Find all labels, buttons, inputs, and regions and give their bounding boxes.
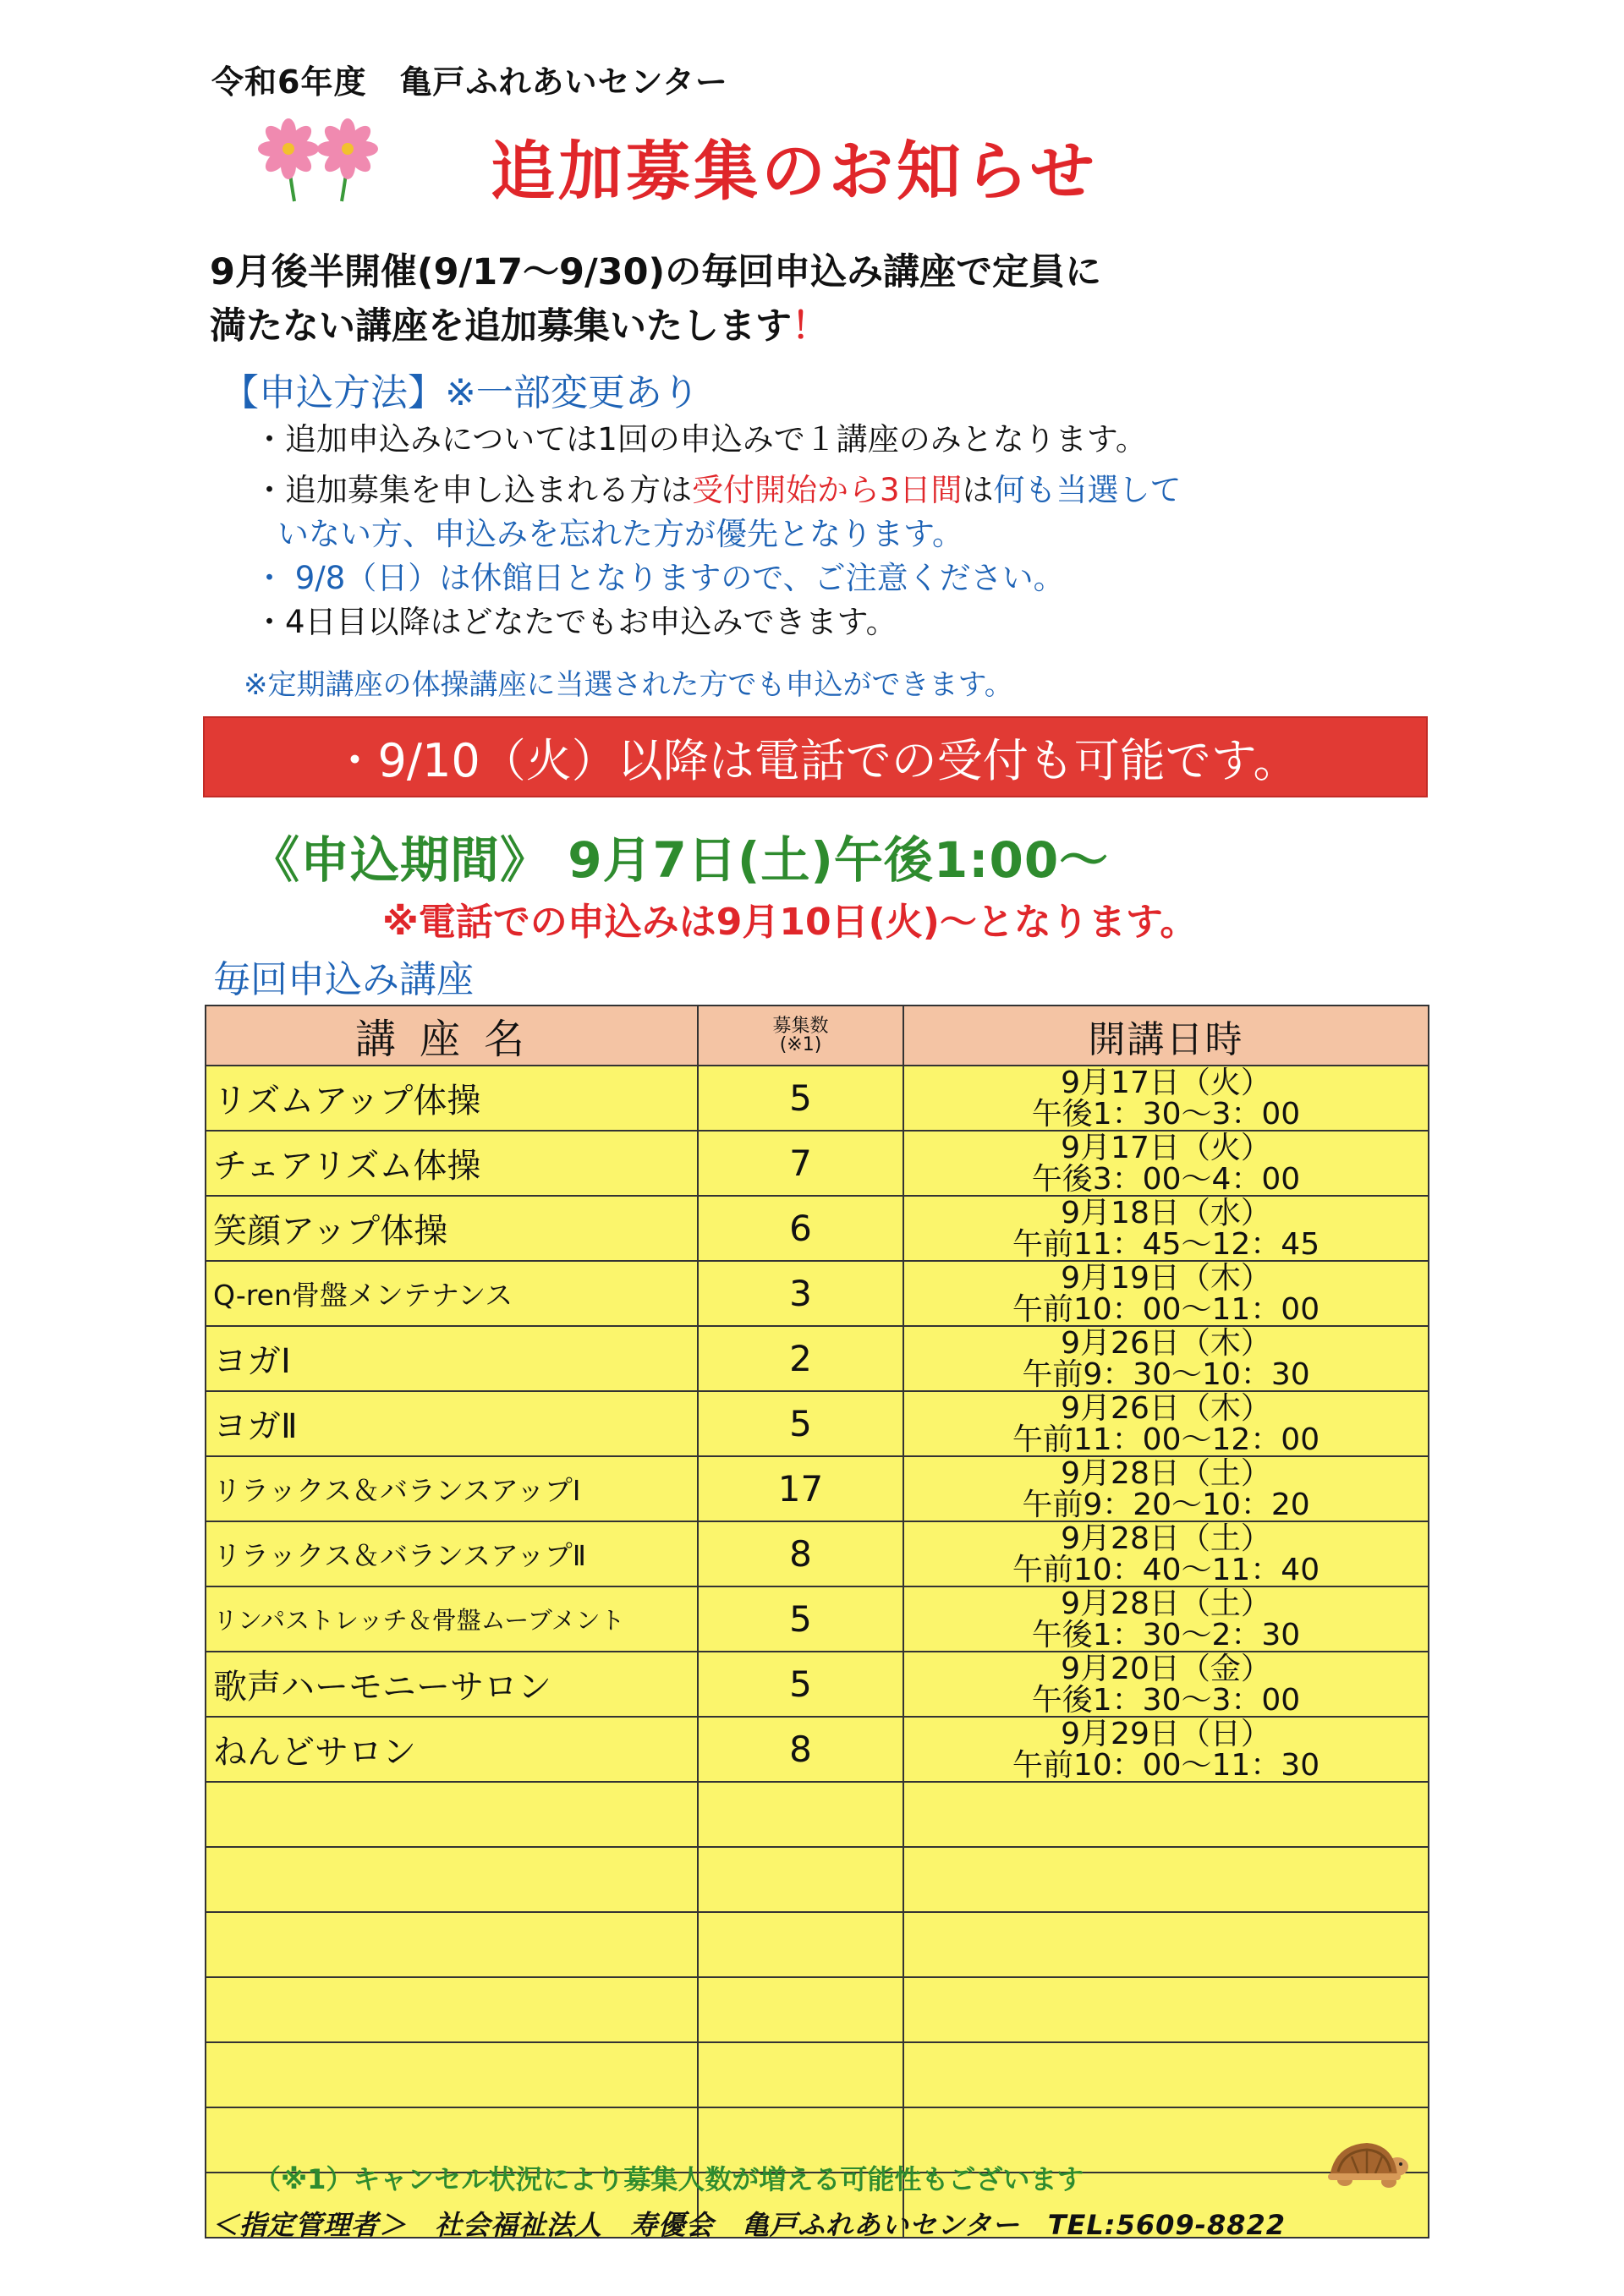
course-schedule (903, 2042, 1429, 2107)
header-capacity-label: 募集数 (772, 1015, 829, 1037)
course-name (206, 1912, 698, 1977)
org-header: 令和6年度 亀戸ふれあいセンター (211, 63, 728, 101)
course-schedule (903, 1456, 1429, 1521)
intro-line-2 (210, 299, 1101, 353)
course-capacity (698, 1847, 903, 1912)
course-name: リンパストレッチ＆骨盤ムーブメント (206, 1586, 698, 1652)
course-date: 9月26日（木） (1061, 1390, 1271, 1426)
method-bullets (254, 418, 1182, 644)
course-schedule (903, 1326, 1429, 1391)
course-capacity: 5 (698, 1652, 903, 1717)
course-time: 午前11：45～12：45 (1012, 1226, 1320, 1262)
course-time: 午後1：30～3：00 (1031, 1682, 1301, 1718)
table-row (206, 1977, 1429, 2042)
table-row (206, 1912, 1429, 1977)
course-capacity: 6 (698, 1196, 903, 1261)
course-name (206, 1847, 698, 1912)
course-time: 午前9：20～10：20 (1022, 1487, 1310, 1522)
header-course-name: 講座名 (206, 1006, 698, 1066)
course-capacity: 5 (698, 1066, 903, 1131)
header-date: 開講日時 (903, 1006, 1429, 1066)
course-time: 午前10：00～11：00 (1012, 1291, 1320, 1327)
course-capacity: 2 (698, 1326, 903, 1391)
course-name: ねんどサロン (206, 1717, 698, 1782)
table-row (206, 1391, 1429, 1456)
course-time: 午前10：40～11：40 (1012, 1552, 1320, 1587)
table-row (206, 1326, 1429, 1391)
course-name: Q-ren骨盤メンテナンス (206, 1261, 698, 1326)
courses-table (205, 1005, 1429, 2238)
bullet-1: ・追加申込みについては1回の申込みで１講座のみとなります。 (254, 421, 1147, 458)
course-name: リラックス＆バランスアップⅠ (206, 1456, 698, 1521)
course-date: 9月19日（木） (1061, 1260, 1271, 1296)
course-date: 9月17日（火） (1061, 1065, 1271, 1100)
course-capacity (698, 1977, 903, 2042)
table-row (206, 1196, 1429, 1261)
intro-line-2-text: 満たない講座を追加募集いたします (210, 305, 792, 348)
cancellation-footnote: （※1）キャンセル状況により募集人数が増える可能性もございます (254, 2163, 1084, 2195)
course-schedule (903, 1521, 1429, 1586)
header-capacity-note: (※1) (779, 1033, 822, 1055)
table-row (206, 1782, 1429, 1847)
course-date: 9月28日（土） (1061, 1586, 1271, 1621)
course-capacity: 8 (698, 1717, 903, 1782)
intro-line-1: 9月後半開催(9/17～9/30)の毎回申込み講座で定員に (210, 251, 1102, 293)
table-row (206, 1847, 1429, 1912)
table-row (206, 1717, 1429, 1782)
course-schedule (903, 1391, 1429, 1456)
bullet-2 (254, 469, 1182, 512)
bullet-2-pre: ・追加募集を申し込まれる方は (254, 472, 692, 508)
course-schedule (903, 1261, 1429, 1326)
course-capacity (698, 1912, 903, 1977)
table-row (206, 1456, 1429, 1521)
phone-banner: ・9/10（火）以降は電話での受付も可能です。 (203, 716, 1428, 797)
regular-course-note: ※定期講座の体操講座に当選された方でも申込ができます。 (244, 668, 1013, 702)
course-schedule (903, 1782, 1429, 1847)
table-row (206, 1261, 1429, 1326)
page-title: 追加募集のお知らせ (491, 134, 1098, 209)
table-row (206, 1652, 1429, 1717)
course-date: 9月26日（木） (1061, 1325, 1271, 1361)
table-row (206, 1131, 1429, 1196)
bullet-2-line-2: いない方、申込みを忘れた方が優先となります。 (277, 516, 964, 552)
course-capacity: 5 (698, 1586, 903, 1652)
course-date: 9月20日（金） (1061, 1651, 1271, 1686)
bullet-4: ・4日目以降はどなたでもお申込みできます。 (254, 604, 897, 640)
course-time: 午前10：00～11：30 (1012, 1747, 1320, 1783)
table-row (206, 1066, 1429, 1131)
bullet-2-blue: 何も当選して (993, 472, 1182, 508)
course-name: 笑顔アップ体操 (206, 1196, 698, 1261)
course-name (206, 1977, 698, 2042)
course-schedule (903, 1912, 1429, 1977)
course-date: 9月28日（土） (1061, 1521, 1271, 1556)
table-row (206, 1521, 1429, 1586)
course-name: 歌声ハーモニーサロン (206, 1652, 698, 1717)
course-time: 午後1：30～2：30 (1031, 1617, 1301, 1652)
course-name (206, 2042, 698, 2107)
exclamation-mark: ！ (792, 305, 828, 348)
course-capacity: 3 (698, 1261, 903, 1326)
turtle-icon (1320, 2133, 1413, 2194)
course-time: 午後1：30～3：00 (1031, 1096, 1301, 1132)
course-schedule (903, 1131, 1429, 1196)
method-heading: 【申込方法】※一部変更あり (222, 371, 700, 414)
course-date: 9月17日（火） (1061, 1130, 1271, 1165)
course-time: 午後3：00～4：00 (1031, 1161, 1301, 1197)
course-time: 午前11：00～12：00 (1012, 1422, 1320, 1457)
course-capacity (698, 2042, 903, 2107)
course-schedule (903, 1652, 1429, 1717)
course-schedule (903, 1586, 1429, 1652)
cosmos-flowers-icon (250, 118, 386, 203)
course-schedule (903, 1977, 1429, 2042)
course-name (206, 1782, 698, 1847)
course-schedule (903, 1066, 1429, 1131)
table-title: 毎回申込み講座 (213, 958, 474, 1001)
header-capacity (698, 1006, 903, 1066)
course-date: 9月28日（土） (1061, 1455, 1271, 1491)
bullet-2-red: 受付開始から3日間 (692, 472, 963, 508)
footer-contact: ＜指定管理者＞ 社会福祉法人 寿優会 亀戸ふれあいセンター TEL:5609-8822 (211, 2209, 1287, 2241)
bullet-3: ・ 9/8（日）は休館日となりますので、ご注意ください。 (254, 560, 1065, 596)
course-schedule (903, 1196, 1429, 1261)
course-capacity: 8 (698, 1521, 903, 1586)
course-time: 午前9：30～10：30 (1022, 1356, 1310, 1392)
bullet-2-mid: は (962, 472, 994, 508)
table-row (206, 1586, 1429, 1652)
table-row (206, 2042, 1429, 2107)
course-name: チェアリズム体操 (206, 1131, 698, 1196)
course-schedule (903, 1717, 1429, 1782)
course-date: 9月18日（水） (1061, 1195, 1271, 1230)
course-name: リラックス＆バランスアップⅡ (206, 1521, 698, 1586)
phone-application-note: ※電話での申込みは9月10日(火)～となります。 (382, 901, 1198, 944)
course-name: ヨガⅡ (206, 1391, 698, 1456)
course-name: ヨガⅠ (206, 1326, 698, 1391)
course-capacity (698, 1782, 903, 1847)
application-period: 《申込期間》 9月7日(土)午後1:00～ (250, 831, 1110, 889)
course-capacity: 5 (698, 1391, 903, 1456)
course-capacity: 17 (698, 1456, 903, 1521)
course-capacity: 7 (698, 1131, 903, 1196)
intro-text (210, 245, 1101, 353)
course-schedule (903, 1847, 1429, 1912)
course-name: リズムアップ体操 (206, 1066, 698, 1131)
table-header-row (206, 1006, 1429, 1066)
course-date: 9月29日（日） (1061, 1716, 1271, 1751)
